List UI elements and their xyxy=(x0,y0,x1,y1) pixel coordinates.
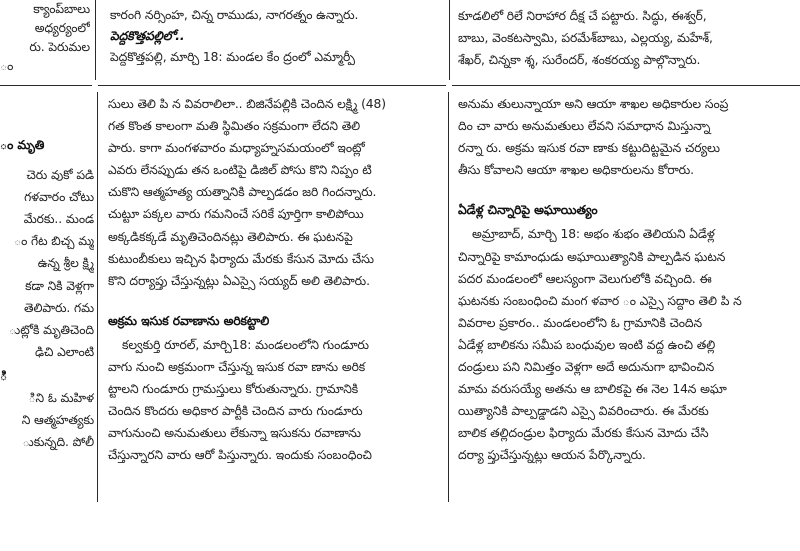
text-line: సులు తెలి పి న వివరాలిలా.. బిజినేపల్లికి చెందిన లక్ష్మి (48) xyxy=(108,97,386,111)
text-line: కారంగి నర్సింహ, చిన్న రాముడు, నాగరత్నం ఉన్నారు. xyxy=(110,8,359,22)
top-right-fragment xyxy=(458,5,796,77)
text-line: ఏడేళ్ల బాలికను సమీప బంధువుల ఇంటి వద్ద ఉంచి తల్లి xyxy=(458,337,716,352)
text-line: ఉన్న శ్రీల క్ష్మి xyxy=(37,256,94,271)
text-line: పెద్దకొత్తపల్లి, మార్చి 18: మండల కేం ద్రంలో ఎమ్మార్పీ xyxy=(110,50,355,65)
text-line: రన్నా రు. అక్రమ ఇసుక రవా ణాకు కట్టుదిట్టమైన చర్యలు xyxy=(458,141,720,156)
text-line: చెందిన కొందరు అధికార పార్టీకి చెందిన వారు గుండూరు xyxy=(108,404,363,419)
text-line: ుకున్నది. పోలీ xyxy=(22,435,94,450)
text-line: చుట్టూ పక్కల వారు గమనించే సరికే పూర్తిగా కాలిపోయి xyxy=(108,207,364,222)
text-line: శేఖర్, చిన్నకా శ్శ, సురేందర్, శంకరయ్య పాల్గొన్నారు. xyxy=(458,53,701,67)
text-line: గత కొంత కాలంగా మతి స్థిమితం సక్రమంగా లేదని తెలి xyxy=(108,119,361,134)
text-line: కల్వకుర్తి రూరల్, మార్చి18: మండలంలోని గుండూరు xyxy=(122,337,369,352)
top-left-fragment xyxy=(0,0,90,80)
article-headline-sand-smuggling: అక్రమ ఇసుక రవాణాను అరికట్టాలి xyxy=(108,313,270,328)
column-rule-2 xyxy=(449,0,450,80)
text-line: వివరాల ప్రకారం.. మండలంలోని ఓ గ్రామానికి చెందిన xyxy=(458,315,703,330)
text-line: ఘటనకు సంబంధించి మంగ ళవార ం ఎస్సై సద్దాం తెలి పి న xyxy=(458,293,742,308)
text-line: మేరకు.. మండ xyxy=(23,212,94,227)
text-line: దర్యా ప్తుచేస్తున్నట్లు ఆయన పేర్కొన్నారు. xyxy=(458,448,646,463)
text-line: ఢిచి ఎలాంటి xyxy=(34,344,94,359)
text-line: ం xyxy=(0,59,14,73)
text-line: అధ్యర్యంలో xyxy=(34,21,90,35)
text-line: దిం చా వారు అనుమతులు లేవని సమాధాన మిస్తున్నా xyxy=(458,119,711,134)
article-headline-left-2: ి xyxy=(0,368,8,383)
text-line: పారు. కాగా మంగళవారం మధ్యాహ్నసమయంలో ఇంట్లో xyxy=(108,141,365,156)
text-line: తెలిపారు. గమ xyxy=(23,300,94,315)
text-line: కూడలిలో రిలే నిరాహార దీక్ష చే పట్టారు. సిద్ధు, ఈశ్వర్, xyxy=(458,9,707,23)
text-line: అక్కడికక్కడే మృతిచెందినట్లు తెలిపారు. ఈ ఘటనపై xyxy=(108,229,353,244)
text-line: చేస్తున్నారని వారు ఆరో పిస్తున్నారు. ఇందుకు సంబంధించి xyxy=(108,448,372,463)
top-divider-right xyxy=(452,85,800,86)
text-line: ుట్లోకి మృతిచెంది xyxy=(8,322,94,337)
text-line: ఎవరు లేనప్పుడు తన ఒంటిపై డిజిల్ పోసు కొని నిప్పం టి xyxy=(108,163,372,178)
subheading-peddakothapalli: పెద్దకొత్తపల్లిలో.. xyxy=(110,29,185,43)
text-line: అమ్రాబాద్, మార్చి 18: అభం శుభం తెలియని ఏడేళ్ల xyxy=(472,227,715,242)
text-line: కడా నికి వెళ్లగా xyxy=(25,278,94,293)
text-line: రు. పెరుమల xyxy=(29,40,90,54)
text-line: ని ఆత్మహత్యకు xyxy=(21,413,94,428)
top-middle-fragment xyxy=(110,5,444,77)
text-line: మామ వరుసయ్యే అతను ఆ బాలికపై ఈ నెల 14న అఘా xyxy=(458,382,727,397)
text-line: వాగు నుంచి అక్రమంగా చేస్తున్న ఇసుక రవా ణాను అరిక xyxy=(108,360,366,375)
text-line: అనుమ తులున్నాయా అని ఆయా శాఖల అధికారుల సంప్ర xyxy=(458,97,729,111)
article-headline-left: ం మృతి xyxy=(0,138,45,152)
text-line: బాలిక తల్లిదండ్రుల ఫిర్యాదు మేరకు కేసున మోదు చేసి xyxy=(458,426,709,441)
text-line: గళవారం చోటు xyxy=(24,190,94,205)
text-line: కొని దర్యాప్తు చేస్తున్నట్లు ఏఎస్సై సయ్యద్ అలి తెలిపారు. xyxy=(108,273,370,288)
text-line: ిని ఓ మహిళ xyxy=(28,391,94,406)
middle-column xyxy=(108,93,440,503)
column-rule-3 xyxy=(97,92,98,502)
right-column xyxy=(458,93,790,503)
text-line: చిన్నారిపై కామాంధుడు అఘాయిత్యానికి పాల్పడిన ఘటన xyxy=(458,249,726,264)
text-line: పదర మండలంలో ఆలస్యంగా వెలుగులోకి వచ్చింది. ఈ xyxy=(458,271,712,286)
text-line: ట్టాలని గుండూరు గ్రామస్తులు కోరుతున్నారు. గ్రామానికి xyxy=(108,382,359,397)
top-divider-left xyxy=(0,85,92,86)
text-line: దండ్రులు పని నిమిత్తం వెళ్లగా అదే అదునుగా భావించిన xyxy=(458,360,715,375)
text-line: వాగునుంచి అనుమతులు లేకున్నా ఇసుకను రవాణాను xyxy=(108,426,361,441)
article-headline-child-assault: ఏడేళ్ల చిన్నారిపై అఘాయిత్యం xyxy=(458,203,598,218)
text-line: బాబు, వెంకటస్వామి, పరమేశ్‌బాబు, ఎల్లయ్య, మహేశ్, xyxy=(458,31,713,45)
text-line: చుకొని ఆత్మహత్య యత్నానికి పాల్పడడం జరి గిందన్నారు. xyxy=(108,185,377,200)
column-rule-1 xyxy=(95,0,96,80)
column-rule-4 xyxy=(448,92,449,502)
top-divider-mid xyxy=(98,85,446,86)
text-line: కుటుంబీకులు ఇచ్చిన ఫిర్యాదు మేరకు కేసున మోదు చేసు xyxy=(108,251,374,266)
text-line: యిత్యానికి పాల్పడ్డాడని ఎస్సై వివరించారు. ఈ మేరకు xyxy=(458,404,709,419)
text-line: చెరు వుకో పడి xyxy=(26,168,94,183)
left-partial-column xyxy=(0,92,94,512)
text-line: ం గేట బిచ్చ మ్మ xyxy=(13,234,94,249)
text-line: తీసు కోవాలని ఆయా శాఖల అధికారులను కోరారు. xyxy=(458,163,694,178)
text-line: క్యాంప్‌బాలు xyxy=(33,2,90,16)
